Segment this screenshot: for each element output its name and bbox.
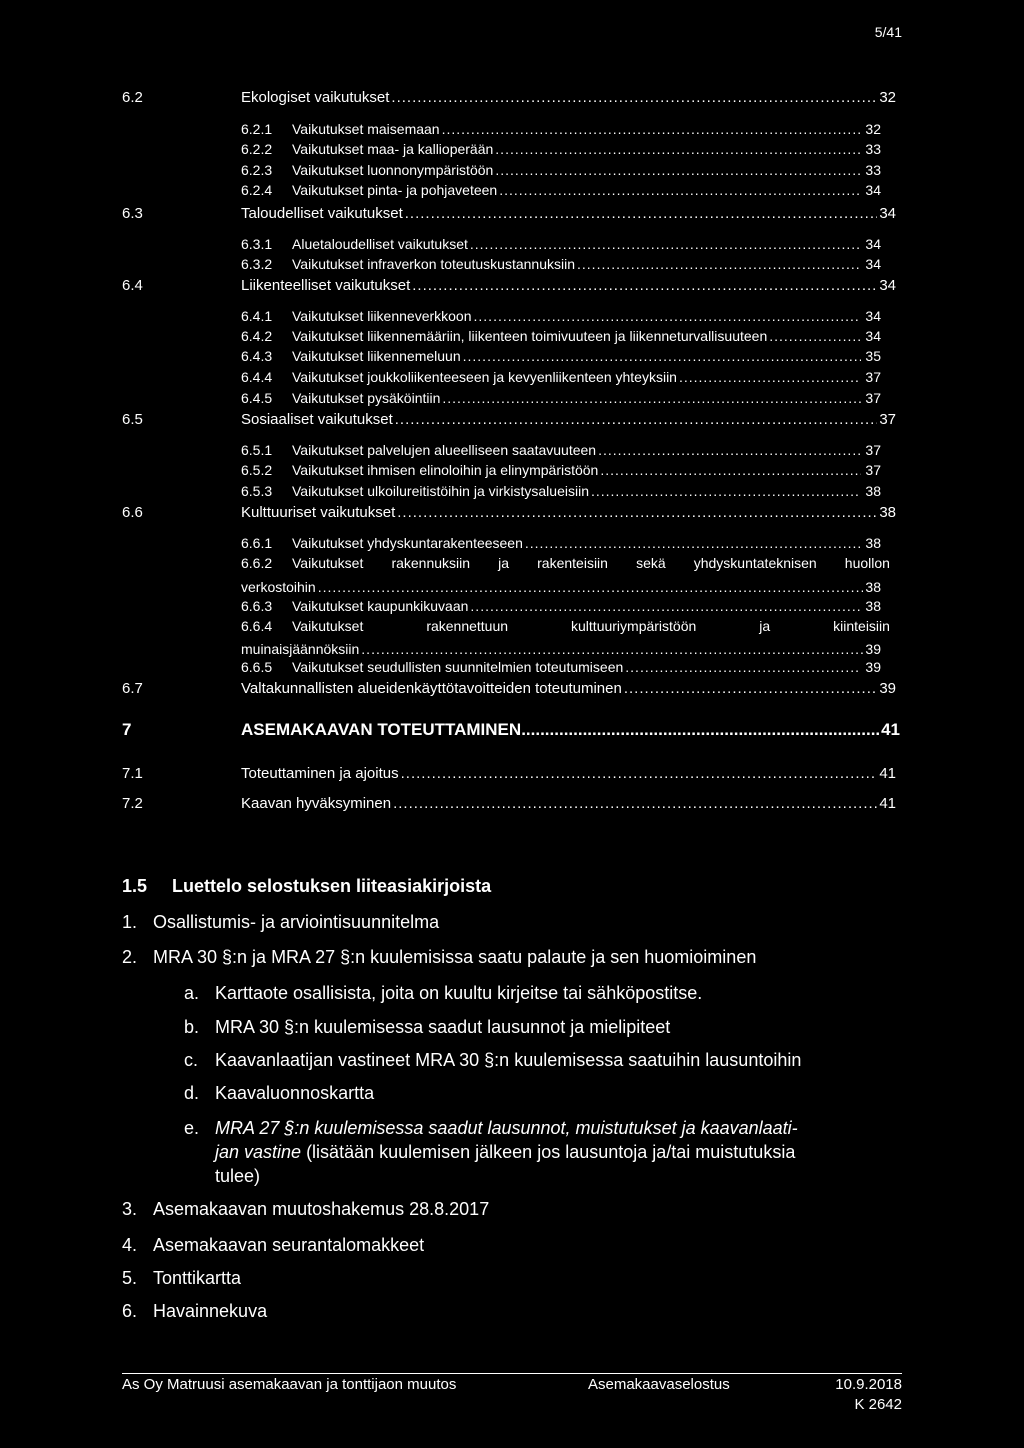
toc-title: Vaikutukset pinta- ja pohjaveteen (292, 182, 498, 198)
toc-number: 6.5.2 (241, 462, 273, 478)
list-item-text: MRA 30 §:n kuulemisessa saadut lausunnot ja mielipiteet (215, 1017, 671, 1037)
toc-title-word: rakenteisiin (537, 555, 608, 571)
toc-page: 34 (879, 277, 896, 294)
toc-title-line2: muinaisjäännöksiin (241, 641, 360, 657)
toc-title: Vaikutukset pysäköintiin (292, 390, 441, 406)
toc-entry-wrapped-line2 (241, 575, 881, 595)
toc-number: 6.2.1 (241, 121, 273, 137)
toc-title: Vaikutukset palvelujen alueelliseen saatavuuteen (292, 442, 597, 458)
toc-number: 6.2.2 (241, 141, 273, 157)
toc-title: Vaikutukset seudullisten suunnitelmien toteutumiseen (292, 659, 624, 675)
toc-title: ASEMAKAAVAN TOTEUTTAMINEN (241, 720, 522, 739)
toc-entry-wrapped-line2 (241, 637, 881, 657)
footer-date: 10.9.2018 (835, 1376, 902, 1393)
toc-title: Vaikutukset ihmisen elinoloihin ja elinympäristöön (292, 462, 599, 478)
list-item-number: 3. (122, 1199, 138, 1219)
toc-title: Kulttuuriset vaikutukset (241, 504, 396, 521)
toc-page: 39 (879, 680, 896, 697)
toc-title: Vaikutukset liikennemeluun (292, 348, 461, 364)
toc-title: Liikenteelliset vaikutukset (241, 277, 411, 294)
toc-number: 6.3 (122, 205, 143, 222)
toc-page: 38 (865, 535, 881, 551)
toc-title: Vaikutukset luonnonympäristöön (292, 162, 494, 178)
toc-page: 32 (865, 121, 881, 137)
toc-title-word: sekä (636, 555, 666, 571)
toc-title: Vaikutukset yhdyskuntarakenteeseen (292, 535, 523, 551)
toc-number: 6.5.3 (241, 483, 273, 499)
toc-title: Vaikutukset maisemaan (292, 121, 440, 137)
list-item-text: MRA 30 §:n ja MRA 27 §:n kuulemisissa saatu palaute ja sen huomioiminen (153, 947, 757, 967)
list-item-number: 1. (122, 912, 138, 932)
toc-number: 6.5.1 (241, 442, 273, 458)
section-heading (122, 876, 491, 897)
toc-number: 7.1 (122, 765, 143, 782)
toc-page: 37 (879, 411, 896, 428)
list-item-letter: d. (184, 1083, 200, 1103)
toc-title: Vaikutukset joukkoliikenteeseen ja kevyenliikenteen yhteyksiin (292, 369, 677, 385)
list-item-text: Kaavanlaatijan vastineet MRA 30 §:n kuulemisessa saatuihin lausuntoihin (215, 1050, 802, 1070)
list-item-text-line3: tulee) (215, 1166, 261, 1186)
toc-number: 6.6.2 (241, 555, 273, 571)
toc-title-line2: verkostoihin (241, 579, 316, 595)
toc-page: 34 (879, 205, 896, 222)
footer-divider (122, 1373, 902, 1374)
toc-number: 6.3.2 (241, 256, 273, 272)
toc-number: 6.5 (122, 411, 143, 428)
section-title: Luettelo selostuksen liiteasiakirjoista (172, 876, 492, 896)
toc-number: 6.6.4 (241, 618, 273, 634)
toc-page: 37 (865, 462, 881, 478)
toc-page: 37 (865, 390, 881, 406)
toc-page: 33 (865, 141, 881, 157)
toc-number: 7.2 (122, 795, 143, 812)
toc-page: 34 (865, 256, 881, 272)
list-item-text: Asemakaavan seurantalomakkeet (153, 1235, 425, 1255)
toc-number: 6.4.4 (241, 369, 273, 385)
footer-project: As Oy Matruusi asemakaavan ja tonttijaon muutos (122, 1376, 457, 1393)
toc-number: 6.2.4 (241, 182, 273, 198)
toc-title-word: huollon (844, 555, 890, 571)
toc-number: 7 (122, 720, 132, 739)
list-item-text: Karttaote osallisista, joita on kuultu kirjeitse tai sähköpostitse. (215, 983, 703, 1003)
toc-number: 6.4 (122, 277, 143, 294)
toc-title-word: kiinteisiin (833, 618, 890, 634)
list-item-number: 6. (122, 1301, 138, 1321)
toc-number: 6.3.1 (241, 236, 273, 252)
list-item-text: Osallistumis- ja arviointisuunnitelma (153, 912, 440, 932)
toc-title-word: rakennuksiin (391, 555, 471, 571)
list-item-text: Kaavaluonnoskartta (215, 1083, 375, 1103)
toc-entry-wrapped (292, 555, 890, 571)
toc-page: 41 (881, 720, 900, 739)
list-item-text-line2: jan vastine (lisätään kuulemisen jälkeen jos lausuntoja ja/tai muistutuksia (215, 1142, 796, 1162)
toc-page: 35 (865, 348, 881, 364)
toc-title-word: ja (498, 555, 510, 571)
toc-page: 37 (865, 369, 881, 385)
toc-title: Vaikutukset ulkoilureitistöihin ja virkistysalueisiin (292, 483, 589, 499)
list-item-number: 5. (122, 1268, 138, 1288)
list-item-text: Havainnekuva (153, 1301, 268, 1321)
list-item-text: Tonttikartta (153, 1268, 242, 1288)
list-item-text: Asemakaavan muutoshakemus 28.8.2017 (153, 1199, 490, 1219)
toc-title-word: ja (759, 618, 771, 634)
toc-title: Valtakunnallisten alueidenkäyttötavoitteiden toteutuminen (241, 680, 622, 697)
list-item-letter: e. (184, 1118, 200, 1138)
toc-title: Toteuttaminen ja ajoitus (241, 765, 399, 782)
toc-page: 34 (865, 328, 881, 344)
toc-page: 34 (865, 308, 881, 324)
toc-number: 6.7 (122, 680, 143, 697)
toc-title: Vaikutukset maa- ja kallioperään (292, 141, 494, 157)
toc-page: 38 (865, 579, 881, 595)
toc-page: 39 (865, 659, 881, 675)
toc-number: 6.6.5 (241, 659, 273, 675)
page-number: 5/41 (874, 24, 902, 40)
toc-number: 6.6.1 (241, 535, 273, 551)
toc-page: 32 (879, 89, 896, 106)
toc-title: Vaikutukset liikennemääriin, liikenteen toimivuuteen ja liikenneturvallisuuteen (292, 328, 768, 344)
toc-title: Vaikutukset liikenneverkkoon (292, 308, 472, 324)
toc-page: 33 (865, 162, 881, 178)
toc-page: 38 (865, 598, 881, 614)
toc-page: 38 (879, 504, 896, 521)
toc-page: 38 (865, 483, 881, 499)
list-item-text-italic: MRA 27 §:n kuulemisessa saadut lausunnot, muistutukset ja kaavanlaati- (215, 1118, 798, 1138)
toc-number: 6.2.3 (241, 162, 273, 178)
toc-number: 6.4.2 (241, 328, 273, 344)
toc-title-line1 (292, 618, 890, 634)
list-item-letter: b. (184, 1017, 200, 1037)
list-item-number: 4. (122, 1235, 138, 1255)
list-item-letter: a. (184, 983, 200, 1003)
toc-title: Aluetaloudelliset vaikutukset (292, 236, 468, 252)
toc-number: 6.4.5 (241, 390, 273, 406)
toc-title-line1 (292, 555, 890, 571)
toc-number: 6.6 (122, 504, 143, 521)
toc-title-word: yhdyskuntateknisen (693, 555, 817, 571)
toc-number: 6.2 (122, 89, 143, 106)
toc-title: Vaikutukset kaupunkikuvaan (292, 598, 469, 614)
toc-title-word: Vaikutukset (292, 555, 364, 571)
toc-number: 6.6.3 (241, 598, 273, 614)
toc-page: 39 (865, 641, 881, 657)
toc-title: Kaavan hyväksyminen (241, 795, 392, 812)
toc-page: 41 (879, 795, 896, 812)
toc-title: Ekologiset vaikutukset (241, 89, 390, 106)
toc-entry-wrapped (292, 618, 890, 634)
toc-title-word: kulttuuriympäristöön (571, 618, 697, 634)
toc-number: 6.4.1 (241, 308, 273, 324)
toc-title: Taloudelliset vaikutukset (241, 205, 403, 222)
list-item-letter: c. (184, 1050, 199, 1070)
toc-title: Sosiaaliset vaikutukset (241, 411, 393, 428)
toc-page: 37 (865, 442, 881, 458)
toc-title-word: Vaikutukset (292, 618, 364, 634)
footer-code: K 2642 (854, 1396, 902, 1413)
toc-title-word: rakennettuun (426, 618, 509, 634)
toc-page: 34 (865, 182, 881, 198)
toc-number: 6.4.3 (241, 348, 273, 364)
toc-page: 34 (865, 236, 881, 252)
list-item-number: 2. (122, 947, 138, 967)
footer-doc-type: Asemakaavaselostus (588, 1376, 730, 1393)
toc-page: 41 (879, 765, 896, 782)
toc-title: Vaikutukset infraverkon toteutuskustannuksiin (292, 256, 576, 272)
section-number: 1.5 (122, 876, 148, 896)
